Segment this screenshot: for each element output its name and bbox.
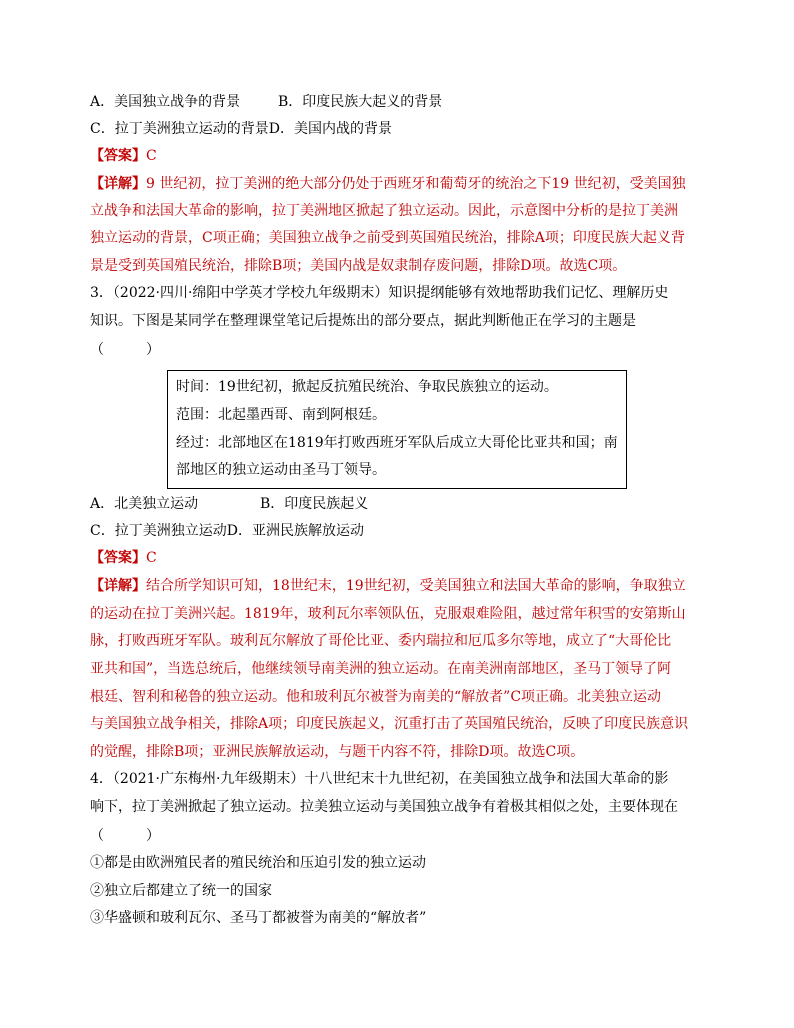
q3-options-row-2 — [90, 521, 364, 541]
answer-tag: 【答案】 — [90, 148, 146, 164]
q2-answer — [90, 146, 157, 166]
q4-item-3: ③华盛顿和玻利瓦尔、圣马丁都被誉为南美的“解放者” — [90, 910, 427, 926]
answer-tag: 【答案】 — [90, 550, 146, 566]
answer-value: C — [146, 148, 157, 164]
q3-detail-line-4: 亚共和国”，当选总统后，他继续领导南美洲的独立运动。在南美洲南部地区，圣马丁领导了阿 — [90, 661, 672, 677]
detail-text: 9 世纪初，拉丁美洲的绝大部分仍处于西班牙和葡萄牙的统治之下19 世纪初，受美国独 — [146, 176, 686, 192]
q3-detail-line-3: 脉，打败西班牙军队。玻利瓦尔解放了哥伦比亚、委内瑞拉和厄瓜多尔等地，成立了“大哥伦比 — [90, 633, 672, 649]
detail-tag: 【详解】 — [90, 578, 146, 594]
q3-detail-line-7: 的觉醒，排除B项；亚洲民族解放运动，与题干内容不符，排除D项。故选C项。 — [90, 744, 585, 760]
q3-detail-line-1 — [90, 576, 686, 596]
q3-box-line-3: 经过：北部地区在1819年打败西班牙军队后成立大哥伦比亚共和国；南 — [176, 435, 618, 451]
q3-option-d: D．亚洲民族解放运动 — [226, 523, 364, 539]
q2-detail-line-1 — [90, 174, 686, 194]
q3-box-line-2: 范围：北起墨西哥、南到阿根廷。 — [176, 407, 386, 423]
q2-option-c: C．拉丁美洲独立运动的背景 — [90, 121, 269, 137]
q4-item-1: ①都是由欧洲殖民者的殖民统治和压迫引发的独立运动 — [90, 855, 426, 871]
q3-option-c: C．拉丁美洲独立运动 — [90, 523, 227, 539]
q4-stem-line-1: 4．（2021·广东梅州·九年级期末）十八世纪末十九世纪初，在美国独立战争和法国大革命的影 — [90, 771, 669, 787]
q4-stem-line-2: 响下，拉丁美洲掀起了独立运动。拉美独立运动与美国独立战争有着极其相似之处，主要体现在 — [90, 799, 678, 815]
q3-box-line-4: 部地区的独立运动由圣马丁领导。 — [176, 462, 386, 478]
q3-stem-line-1: 3．（2022·四川·绵阳中学英才学校九年级期末）知识提纲能够有效地帮助我们记忆、理解历史 — [90, 285, 669, 301]
q2-option-a: A．美国独立战争的背景 — [90, 94, 241, 110]
q3-detail-line-6: 与美国独立战争相关，排除A项；印度民族起义，沉重打击了英国殖民统治，反映了印度民族意识 — [90, 716, 689, 732]
q3-stem-line-3: （ ） — [90, 342, 160, 358]
q3-option-b: B．印度民族起义 — [260, 496, 369, 512]
detail-tag: 【详解】 — [90, 176, 146, 192]
q3-box-line-1: 时间：19世纪初，掀起反抗殖民统治、争取民族独立的运动。 — [176, 379, 558, 395]
q3-detail-line-5: 根廷、智利和秘鲁的独立运动。他和玻利瓦尔被誉为南美的“解放者”C项正确。北美独立运动 — [90, 689, 662, 705]
answer-value: C — [146, 550, 157, 566]
q3-notes-box — [167, 370, 627, 489]
q3-answer — [90, 548, 157, 568]
q3-option-a: A．北美独立运动 — [90, 496, 199, 512]
q2-detail-line-3: 独立运动的背景，C项正确；美国独立战争之前受到英国殖民统治，排除A项；印度民族大起义背 — [90, 230, 685, 246]
q4-item-2: ②独立后都建立了统一的国家 — [90, 883, 272, 899]
q2-options-row-1 — [90, 92, 442, 112]
q2-options-row-2 — [90, 119, 392, 139]
q2-option-d: D．美国内战的背景 — [268, 121, 392, 137]
detail-text: 结合所学知识可知，18世纪末，19世纪初，受美国独立和法国大革命的影响，争取独立 — [146, 578, 686, 594]
q2-detail-line-2: 立战争和法国大革命的影响，拉丁美洲地区掀起了独立运动。因此，示意图中分析的是拉丁美洲 — [90, 203, 678, 219]
q2-detail-line-4: 景是受到英国殖民统治，排除B项；美国内战是奴隶制存废问题，排除D项。故选C项。 — [90, 258, 627, 274]
q3-stem-line-2: 知识。下图是某同学在整理课堂笔记后提炼出的部分要点，据此判断他正在学习的主题是 — [90, 313, 636, 329]
q2-option-b: B．印度民族大起义的背景 — [278, 94, 443, 110]
q4-stem-line-3: （ ） — [90, 828, 160, 844]
q3-options-row-1 — [90, 494, 368, 514]
q3-detail-line-2: 的运动在拉丁美洲兴起。1819年，玻利瓦尔率领队伍，克服艰难险阻，越过常年积雪的安第斯山 — [90, 606, 686, 622]
